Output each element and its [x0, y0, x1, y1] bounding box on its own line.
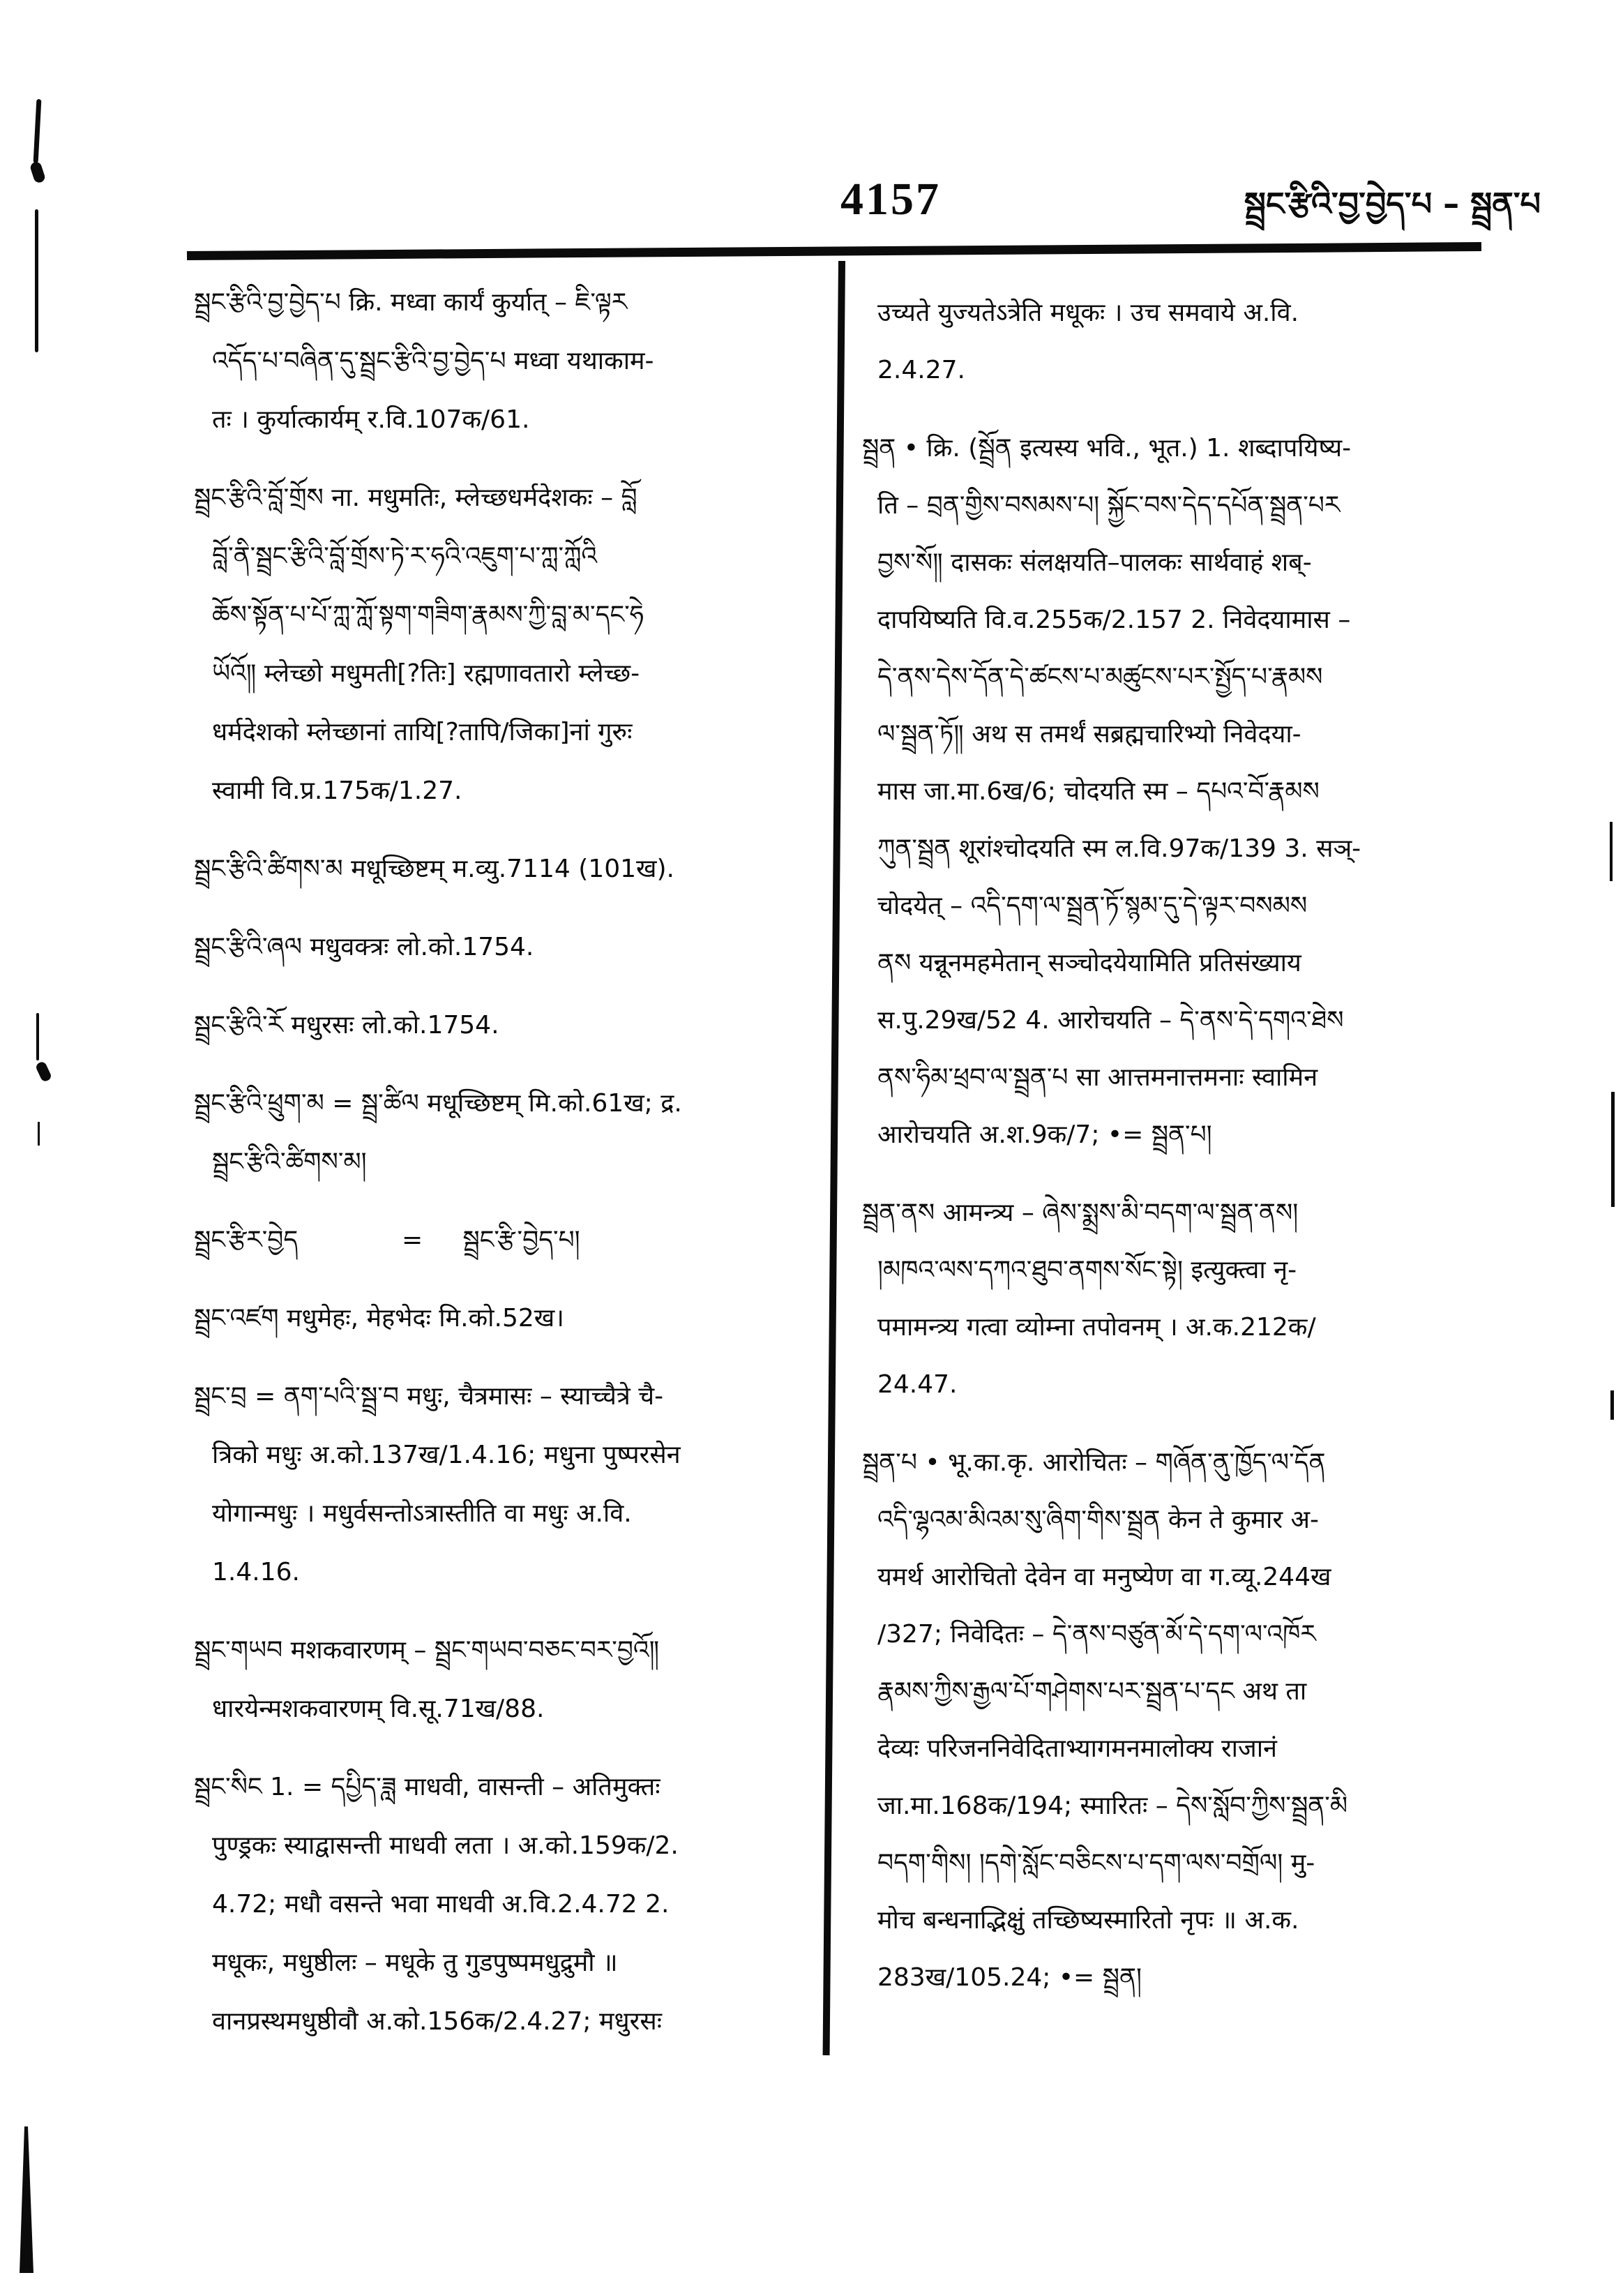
entry-line: पुण्ड्रकः स्याद्वासन्ती माधवी लता । अ.को.159क/2. [212, 1831, 679, 1860]
entry-line: ཀུན་སྦྲན शूरांश्चोदयति स्म ल.वि.97क/139 3. सञ्- [877, 834, 1361, 863]
dictionary-entry [194, 1621, 823, 1739]
entry-line: मोच बन्धनाद्भिक्षुं तच्छिष्यस्मारितो नृपः ॥ अ.क. [877, 1906, 1299, 1935]
entry-line: སྦྲང་རྩིའི་ཚིགས་མ मधूच्छिष्टम् म.व्यु.7114 (101ख). [194, 855, 674, 883]
entry-line: སྦྲང་རྩིའི་ཞལ मधुवक्त्रः लो.को.1754. [194, 933, 534, 961]
dictionary-entry [194, 1758, 823, 2051]
dictionary-entry [194, 918, 823, 977]
left-column [194, 273, 823, 2087]
dictionary-entry [194, 1367, 823, 1602]
scan-artifact [35, 209, 38, 352]
entry-line: त्रिको मधुः अ.को.137ख/1.4.16; मधुना पुष्परसेन [212, 1441, 681, 1469]
entry-line: ནས यन्नूनमहमेतान् सञ्चोदयेयामिति प्रतिसंख्याय [877, 949, 1301, 977]
dictionary-entry [194, 273, 823, 449]
entry-line: སྦྲང་རྩིའི་བློ་གྲོས ना. मधुमतिः, म्लेच्छधर्मदेशकः – བློ [194, 483, 637, 512]
dictionary-entry [862, 420, 1474, 1164]
dictionary-entry [862, 1185, 1474, 1413]
entry-line: ལ་སྦྲན་ཏོ༎ अथ स तमर्थं सब्रह्मचारिभ्यो निवेदया- [877, 720, 1301, 749]
entry-line: तः । कुर्यात्कार्यम् र.वि.107क/61. [212, 405, 530, 434]
entry-line: ནས་ཧིམ་ཕྲབ་ལ་སྦྲན་པ सा आत्तमनात्तमनाः स्वामिन [877, 1063, 1318, 1092]
entry-line: སྦྲང་རྩིའི་རོ मधुरसः लो.को.1754. [194, 1011, 499, 1040]
entry-line: योगान्मधुः । मधुर्वसन्तोऽत्रास्तीति वा मधुः अ.वि. [212, 1499, 632, 1528]
scan-artifact [35, 1060, 52, 1083]
scan-artifact [1610, 1390, 1614, 1420]
running-head: སྦྲང་རྩིའི་བྱ་བྱེད་པ – སྦྲན་པ [1244, 185, 1541, 223]
dictionary-entry-continuation [862, 285, 1474, 399]
entry-line: जा.मा.168क/194; स्मारितः – དེས་སློབ་ཀྱིས་སྦྲན་མི [877, 1792, 1348, 1820]
entry-line: 4.72; मधौ वसन्ते भवा माधवी अ.वि.2.4.72 2. [212, 1890, 670, 1919]
entry-line: पमामन्त्र्य गत्वा व्योम्ना तपोवनम् । अ.क.212क/ [877, 1313, 1316, 1342]
entry-line: मधूकः, मधुष्ठीलः – मधूके तु गुडपुष्पमधुद्रुमौ ॥ [212, 1949, 618, 1977]
dictionary-entry [194, 469, 823, 820]
scan-artifact [36, 1013, 39, 1060]
entry-line: བློ་ནི་སྦྲང་རྩིའི་བློ་གྲོས་ཏེ་ར་ཧའི་འཇུག་པ་ཀླ་ཀློའི [212, 542, 598, 571]
scan-artifact [20, 2126, 33, 2273]
entry-line: སྦྲང་གཡབ मशकवारणम् – སྦྲང་གཡབ་བཅང་བར་བྱའོ༎ [194, 1636, 660, 1665]
entry-line: आरोचयति अ.श.9क/7; •= སྦྲན་པ། [877, 1120, 1212, 1149]
entry-line: 2.4.27. [877, 356, 965, 384]
scan-artifact [38, 1122, 40, 1146]
entry-line: །མཁའ་ལས་དཀའ་ཐུབ་ནགས་སོང་སྟེ། इत्युक्त्वा नृ- [877, 1256, 1297, 1284]
dictionary-entry [862, 1434, 1474, 2006]
dictionary-entry [194, 1074, 823, 1192]
entry-line: धारयेन्मशकवारणम् वि.सू.71ख/88. [212, 1695, 545, 1723]
entry-line: 1.4.16. [212, 1558, 300, 1586]
entry-line: བྱས་སོ༎ दासकः संलक्षयति–पालकः सार्थवाहं शब्- [877, 548, 1312, 577]
entry-line: वानप्रस्थमधुष्ठीवौ अ.को.156क/2.4.27; मधुरसः [212, 2007, 663, 2036]
scan-artifact [1610, 822, 1613, 881]
entry-line: मास जा.मा.6ख/6; चोदयति स्म – དཔའ་བོ་རྣམས [877, 777, 1320, 806]
entry-line: /327; निवेदितः – དེ་ནས་བཙུན་མོ་དེ་དག་ལ་འཁོར [877, 1620, 1316, 1649]
entry-line: ཡོའོ༎ म्लेच्छो मधुमती[?तिः] रह्मणावतारो म्लेच्छ- [212, 659, 640, 688]
entry-line: སྦྲང་འཛག मधुमेहः, मेहभेदः मि.को.52ख। [194, 1304, 564, 1333]
entry-line: སྦྲན་ནས आमन्त्र्य – ཞེས་སྨྲས་མི་བདག་ལ་སྦྲན་ནས། [862, 1199, 1299, 1227]
entry-line: 24.47. [877, 1370, 958, 1399]
entry-line: 283ख/105.24; •= སྦྲན། [877, 1963, 1142, 1992]
dictionary-entry [194, 840, 823, 899]
entry-line: देव्यः परिजननिवेदिताभ्यागमनमालोक्य राजानं [877, 1734, 1278, 1763]
dictionary-entry [194, 1289, 823, 1348]
entry-line: སྦྲང་རྩིའི་བྱ་བྱེད་པ क्रि. मध्वा कार्यं कुर्यात् – ཇི་ལྟར [194, 288, 628, 317]
entry-line: ति – བྲན་གྱིས་བསམས་པ། སྐྱོང་བས་དེད་དཔོན་སྦྲན་པར [877, 491, 1341, 520]
dictionary-entry [194, 1211, 823, 1270]
entry-line: བདག་གིས། །དགེ་སློང་བཅིངས་པ་དག་ལས་བགྲོལ། मु- [877, 1849, 1315, 1877]
entry-line: स्वामी वि.प्र.175क/1.27. [212, 776, 462, 805]
right-column [862, 285, 1474, 2043]
entry-line: ཆོས་སྟོན་པ་པོ་ཀླ་ཀློ་སྟག་གཟིག་རྣམས་ཀྱི་བླ་མ་དང་ཧེ [212, 601, 644, 629]
scan-artifact [33, 99, 42, 163]
scan-artifact [29, 160, 46, 183]
scan-artifact [1611, 1092, 1615, 1207]
entry-line: རྣམས་ཀྱིས་རྒྱལ་པོ་གཤེགས་པར་སྦྲན་པ་དང अथ ता [877, 1677, 1307, 1706]
entry-line: དེ་ནས་དེས་དོན་དེ་ཚངས་པ་མཚུངས་པར་སྤྱོད་པ་རྣམས [877, 663, 1323, 691]
entry-line: दापयिष्यति वि.व.255क/2.157 2. निवेदयामास – [877, 606, 1351, 634]
entry-line: སྦྲན་པ • भू.का.कृ. आरोचितः – གཞོན་ནུ་ཁྱོད་ལ་དོན [862, 1448, 1326, 1477]
entry-line: འདི་ལྷའམ་མིའམ་སུ་ཞིག་གིས་སྦྲན केन ते कुमार अ- [877, 1506, 1320, 1534]
entry-line: उच्यते युज्यतेऽत्रेति मधूकः । उच समवाये अ.वि. [877, 299, 1299, 327]
column-divider [823, 261, 845, 2055]
page-number: 4157 [840, 174, 941, 225]
entry-line: སྦྲང་བྲ = ནག་པའི་སྦྲ་བ मधुः, चैत्रमासः – स्याच्चैत्रे चै- [194, 1382, 664, 1411]
dictionary-entry [194, 996, 823, 1055]
entry-line: སྦྲང་རྩིར་བྱེད = སྦྲང་རྩི་བྱེད་པ། [194, 1226, 580, 1254]
entry-line: སྦྲང་སིང 1. = དཔྱིད་ཟླ माधवी, वासन्ती – अतिमुक्तः [194, 1773, 660, 1801]
entry-line: འདོད་པ་བཞིན་དུ་སྦྲང་རྩིའི་བྱ་བྱེད་པ मध्वा यथाकाम- [212, 347, 654, 375]
entry-line: यमर्थ आरोचितो देवेन वा मनुष्येण वा ग.व्यू.244ख [877, 1563, 1331, 1591]
entry-line: སྦྲང་རྩིའི་ཕྲུག་མ = སྦྲ་ཚིལ मधूच्छिष्टम् मि.को.61ख; द्र. [194, 1089, 682, 1118]
entry-line: སྦྲན • क्रि. (སྦྲོན इत्यस्य भवि., भूत.) 1. शब्दापयिष्य- [862, 434, 1352, 463]
entry-line: स.पु.29ख/52 4. आरोचयति – དེ་ནས་དེ་དགའ་ཐེས [877, 1006, 1344, 1035]
entry-line: धर्मदेशको म्लेच्छानां तायि[?तापि/जिका]नां गुरुः [212, 718, 633, 746]
entry-line: चोदयेत् – འདི་དག་ལ་སྦྲན་ཏོ་སྙམ་དུ་དེ་ལྟར་བསམས [877, 892, 1308, 920]
entry-line: སྦྲང་རྩིའི་ཚིགས་མ། [212, 1148, 367, 1176]
